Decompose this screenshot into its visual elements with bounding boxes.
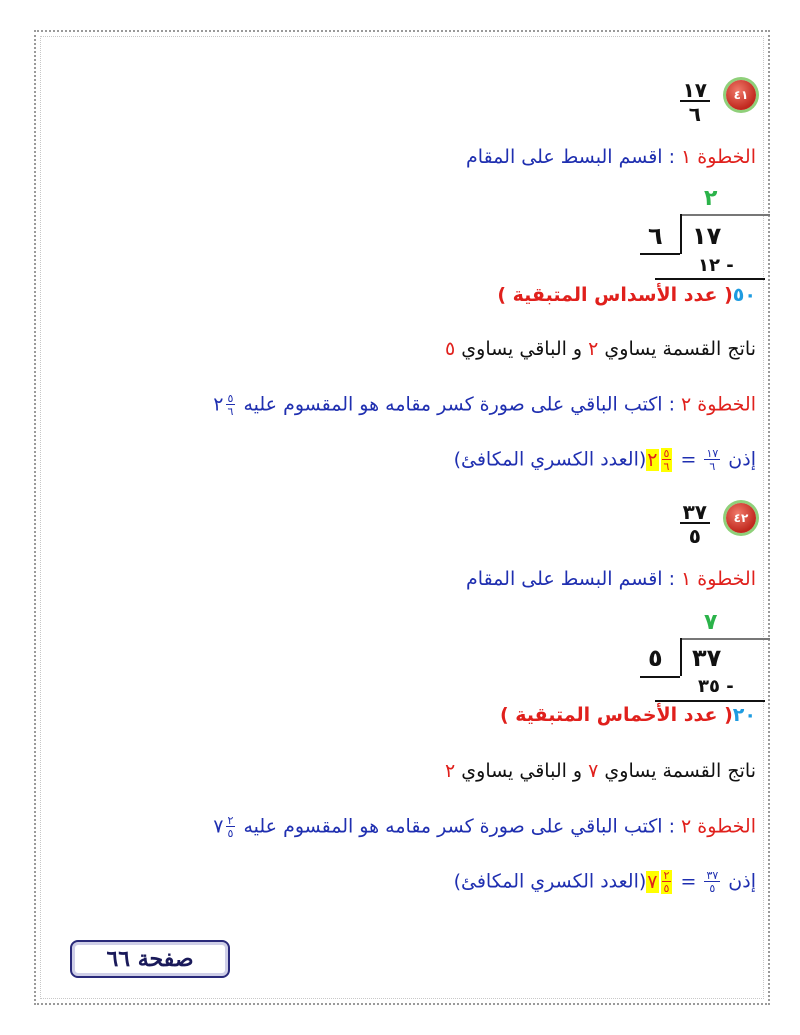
result-remainder: ٥ <box>445 338 456 360</box>
remainder-value: ٢٠ <box>732 704 756 726</box>
subtraction-line <box>655 700 765 702</box>
page-number-label: صفحة ٦٦ <box>70 940 230 978</box>
mixed-numerator: ٢ <box>663 869 670 882</box>
step1-line <box>466 146 756 168</box>
mixed-denominator: ٥ <box>663 882 670 895</box>
division-bar <box>680 214 770 216</box>
step2-fraction-numerator: ٢ <box>227 814 234 827</box>
page-border-inner <box>40 36 764 999</box>
then-word: إذن <box>722 870 756 893</box>
answer-line <box>454 448 756 472</box>
result-remainder: ٢ <box>445 760 456 782</box>
result-line <box>445 338 756 360</box>
equals-sign: = <box>674 448 703 471</box>
answer-improper-fraction <box>704 448 720 472</box>
division-bar <box>680 638 770 640</box>
divisor-underline <box>640 676 680 678</box>
fraction-numerator: ٣٧ <box>680 502 710 524</box>
dividend: ٣٧ <box>692 644 722 672</box>
step2-label: الخطوة ٢ <box>681 815 756 838</box>
step2-line <box>213 815 756 839</box>
fraction-denominator: ٥ <box>688 524 701 548</box>
answer-mixed-whole: ٢ <box>647 448 658 471</box>
subtraction-line <box>655 278 765 280</box>
result-quotient: ٢ <box>588 338 599 360</box>
dividend: ١٧ <box>692 222 722 250</box>
division-bracket <box>680 638 682 676</box>
step1-text: : اقسم البسط على المقام <box>466 146 682 168</box>
problem-fraction <box>680 502 710 546</box>
step2-text: : اكتب الباقي على صورة كسر مقامه هو المقسوم عليه <box>237 815 682 838</box>
remainder-note: ( عدد الأخماس المتبقية ) <box>499 704 733 726</box>
mixed-numerator: ٥ <box>663 447 670 460</box>
mixed-denominator: ٦ <box>663 460 670 473</box>
step2-line <box>213 393 756 417</box>
fraction-denominator: ٦ <box>688 102 701 126</box>
step2-whole: ٧ <box>213 815 224 838</box>
problem-number-badge: ٤١ <box>726 80 756 110</box>
divisor: ٦ <box>648 222 663 250</box>
subtraction: ٣٥ - <box>698 676 734 697</box>
subtraction: ١٢ - <box>698 255 734 276</box>
improper-numerator: ٣٧ <box>706 869 719 882</box>
improper-numerator: ١٧ <box>706 447 719 460</box>
answer-mixed-whole: ٧ <box>647 870 658 893</box>
remainder-note: ( عدد الأسداس المتبقية ) <box>497 284 733 306</box>
divisor: ٥ <box>648 644 663 672</box>
result-text-b: و الباقي يساوي <box>455 338 589 360</box>
step2-fraction-numerator: ٥ <box>227 392 234 405</box>
answer-mixed-fraction <box>661 870 673 894</box>
quotient: ٢ <box>704 186 718 211</box>
step1-text: : اقسم البسط على المقام <box>466 568 682 590</box>
quotient: ٧ <box>704 610 718 635</box>
then-word: إذن <box>722 448 756 471</box>
division-bracket <box>680 214 682 254</box>
remainder-line <box>497 284 756 306</box>
answer-label: (العدد الكسري المكافئ) <box>453 448 647 471</box>
divisor-underline <box>640 253 680 255</box>
step2-text: : اكتب الباقي على صورة كسر مقامه هو المقسوم عليه <box>237 393 682 416</box>
result-line <box>445 760 756 782</box>
remainder-value: ٥٠ <box>732 284 756 306</box>
improper-denominator: ٥ <box>709 882 716 895</box>
equals-sign: = <box>674 870 703 893</box>
step1-label: الخطوة ١ <box>681 146 756 168</box>
answer-mixed-fraction <box>661 448 673 472</box>
step1-label: الخطوة ١ <box>681 568 756 590</box>
answer-label: (العدد الكسري المكافئ) <box>453 870 647 893</box>
result-text-b: و الباقي يساوي <box>455 760 589 782</box>
problem-fraction <box>680 80 710 124</box>
step2-fraction <box>226 815 236 839</box>
step2-fraction-denominator: ٦ <box>227 405 234 418</box>
result-quotient: ٧ <box>588 760 599 782</box>
result-text-a: ناتج القسمة يساوي <box>598 760 756 782</box>
step1-line <box>466 568 756 590</box>
step2-label: الخطوة ٢ <box>681 393 756 416</box>
answer-line <box>454 870 756 894</box>
remainder-line <box>500 704 756 726</box>
improper-denominator: ٦ <box>709 460 716 473</box>
result-text-a: ناتج القسمة يساوي <box>598 338 756 360</box>
step2-fraction <box>226 393 236 417</box>
step2-fraction-denominator: ٥ <box>227 827 234 840</box>
answer-improper-fraction <box>704 870 720 894</box>
problem-number-badge: ٤٢ <box>726 503 756 533</box>
fraction-numerator: ١٧ <box>680 80 710 102</box>
step2-whole: ٢ <box>213 393 224 416</box>
